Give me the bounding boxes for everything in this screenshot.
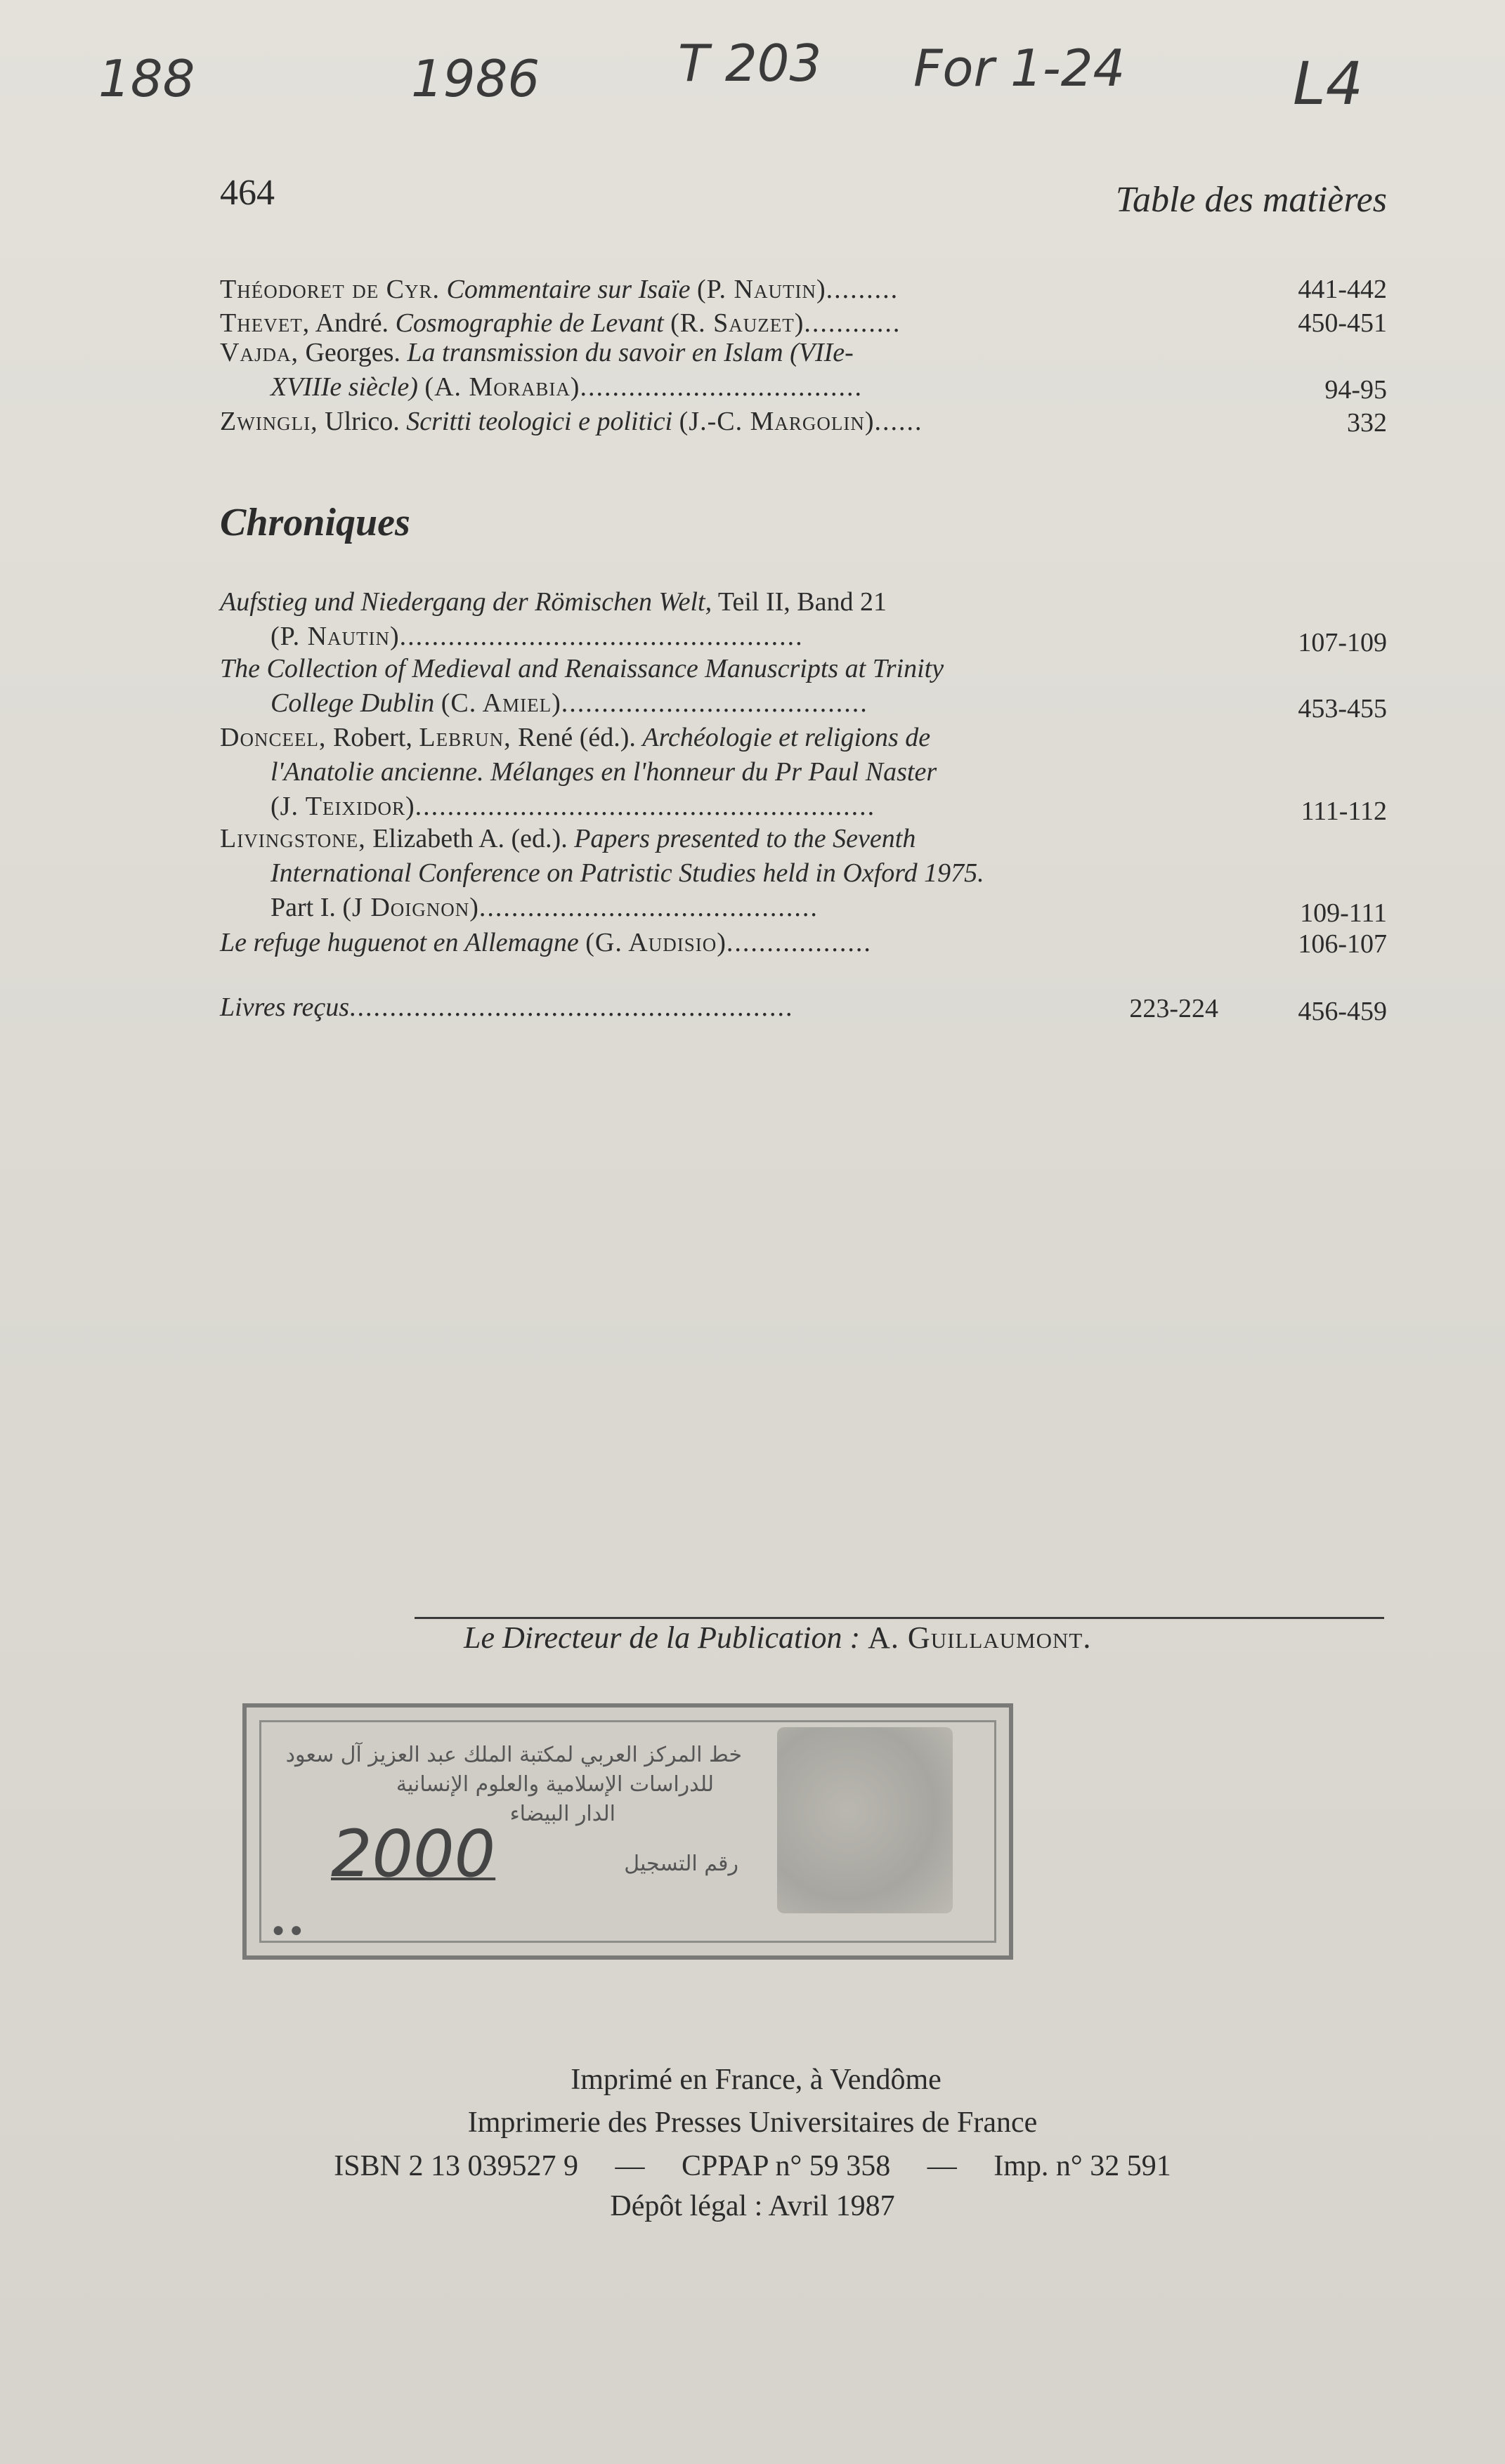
chronique-entry: Donceel, Robert, Lebrun, René (éd.). Archéologie et religions de l'Anatolie ancienne. Mélanges en l'honneur du Pr Paul Naster (J. Teixidor)......................................................... (220, 723, 937, 821)
livres-recus-entry: Livres reçus....................................................... (220, 992, 794, 1022)
toc-entry: Thevet, André. Cosmographie de Levant (R. Sauzet)............ (220, 308, 901, 338)
handwritten-note-188: 188 (98, 49, 195, 108)
chronique-entry: Le refuge huguenot en Allemagne (G. Audisio).................. (220, 928, 872, 957)
colophon-line1: Imprimé en France, à Vendôme (571, 2064, 942, 2096)
chronique-pages: 109-111 (1300, 898, 1387, 928)
page-number: 464 (220, 173, 275, 213)
chronique-entry: The Collection of Medieval and Renaissance Manuscripts at Trinity College Dublin (C. Amiel)...................................... (220, 654, 944, 718)
colophon-line3 (0, 2149, 1505, 2183)
stamp-arabic-line: خط المركز العربي لمكتبة الملك عبد العزيز آل سعود (285, 1743, 742, 1767)
stamp-seal-image (777, 1727, 953, 1913)
toc-pages: 94-95 (1324, 375, 1387, 405)
chronique-entry: Livingstone, Elizabeth A. (ed.). Papers presented to the Seventh International Conference on Patristic Studies held in Oxford 1975. Part I. (J Doignon).......................................... (220, 824, 984, 922)
livres-pages-a: 223-224 (1129, 994, 1218, 1023)
toc-entry: Théodoret de Cyr. Commentaire sur Isaïe (P. Nautin)......... (220, 275, 899, 304)
chronique-entry: Aufstieg und Niedergang der Römischen Welt, Teil II, Band 21 (P. Nautin).................................................. (220, 587, 887, 651)
handwritten-note-l4: L4 (1293, 49, 1364, 118)
stamp-arabic-line: للدراسات الإسلامية والعلوم الإنسانية (396, 1772, 714, 1797)
isbn: ISBN 2 13 039527 9 (334, 2150, 578, 2182)
handwritten-note-t203: T 203 (678, 34, 822, 93)
toc-entry: Vajda, Georges. La transmission du savoir en Islam (VIIe- XVIIIe siècle) (A. Morabia)................................... (220, 338, 863, 402)
publication-director: Le Directeur de la Publication : A. Guillaumont. (464, 1620, 1092, 1655)
separator: — (927, 2150, 957, 2182)
cppap: CPPAP n° 59 358 (681, 2150, 891, 2182)
toc-pages: 332 (1347, 408, 1387, 438)
livres-pages-b: 456-459 (1298, 997, 1387, 1026)
divider-rule (415, 1617, 1384, 1619)
stamp-dots: ● ● (272, 1918, 303, 1941)
running-title: Table des matières (1115, 180, 1387, 220)
chronique-pages: 453-455 (1298, 694, 1387, 723)
stamp-registration-label: رقم التسجيل (624, 1852, 738, 1876)
separator: — (615, 2150, 645, 2182)
handwritten-note-for: For 1-24 (913, 39, 1126, 98)
section-title-chroniques: Chroniques (220, 501, 410, 544)
chronique-pages: 107-109 (1298, 628, 1387, 657)
library-stamp (242, 1703, 1013, 1960)
chronique-pages: 111-112 (1301, 797, 1387, 826)
stamp-arabic-line: الدار البيضاء (509, 1802, 615, 1826)
toc-pages: 450-451 (1298, 308, 1387, 338)
toc-pages: 441-442 (1298, 275, 1387, 304)
imp-number: Imp. n° 32 591 (993, 2150, 1171, 2182)
depot-legal: Dépôt légal : Avril 1987 (610, 2190, 895, 2222)
toc-entry: Zwingli, Ulrico. Scritti teologici e politici (J.-C. Margolin)...... (220, 407, 923, 436)
colophon-line2: Imprimerie des Presses Universitaires de France (467, 2106, 1038, 2139)
stamp-registration-number: 2000 (331, 1816, 496, 1892)
handwritten-note-1986: 1986 (411, 49, 540, 108)
chronique-pages: 106-107 (1298, 929, 1387, 959)
